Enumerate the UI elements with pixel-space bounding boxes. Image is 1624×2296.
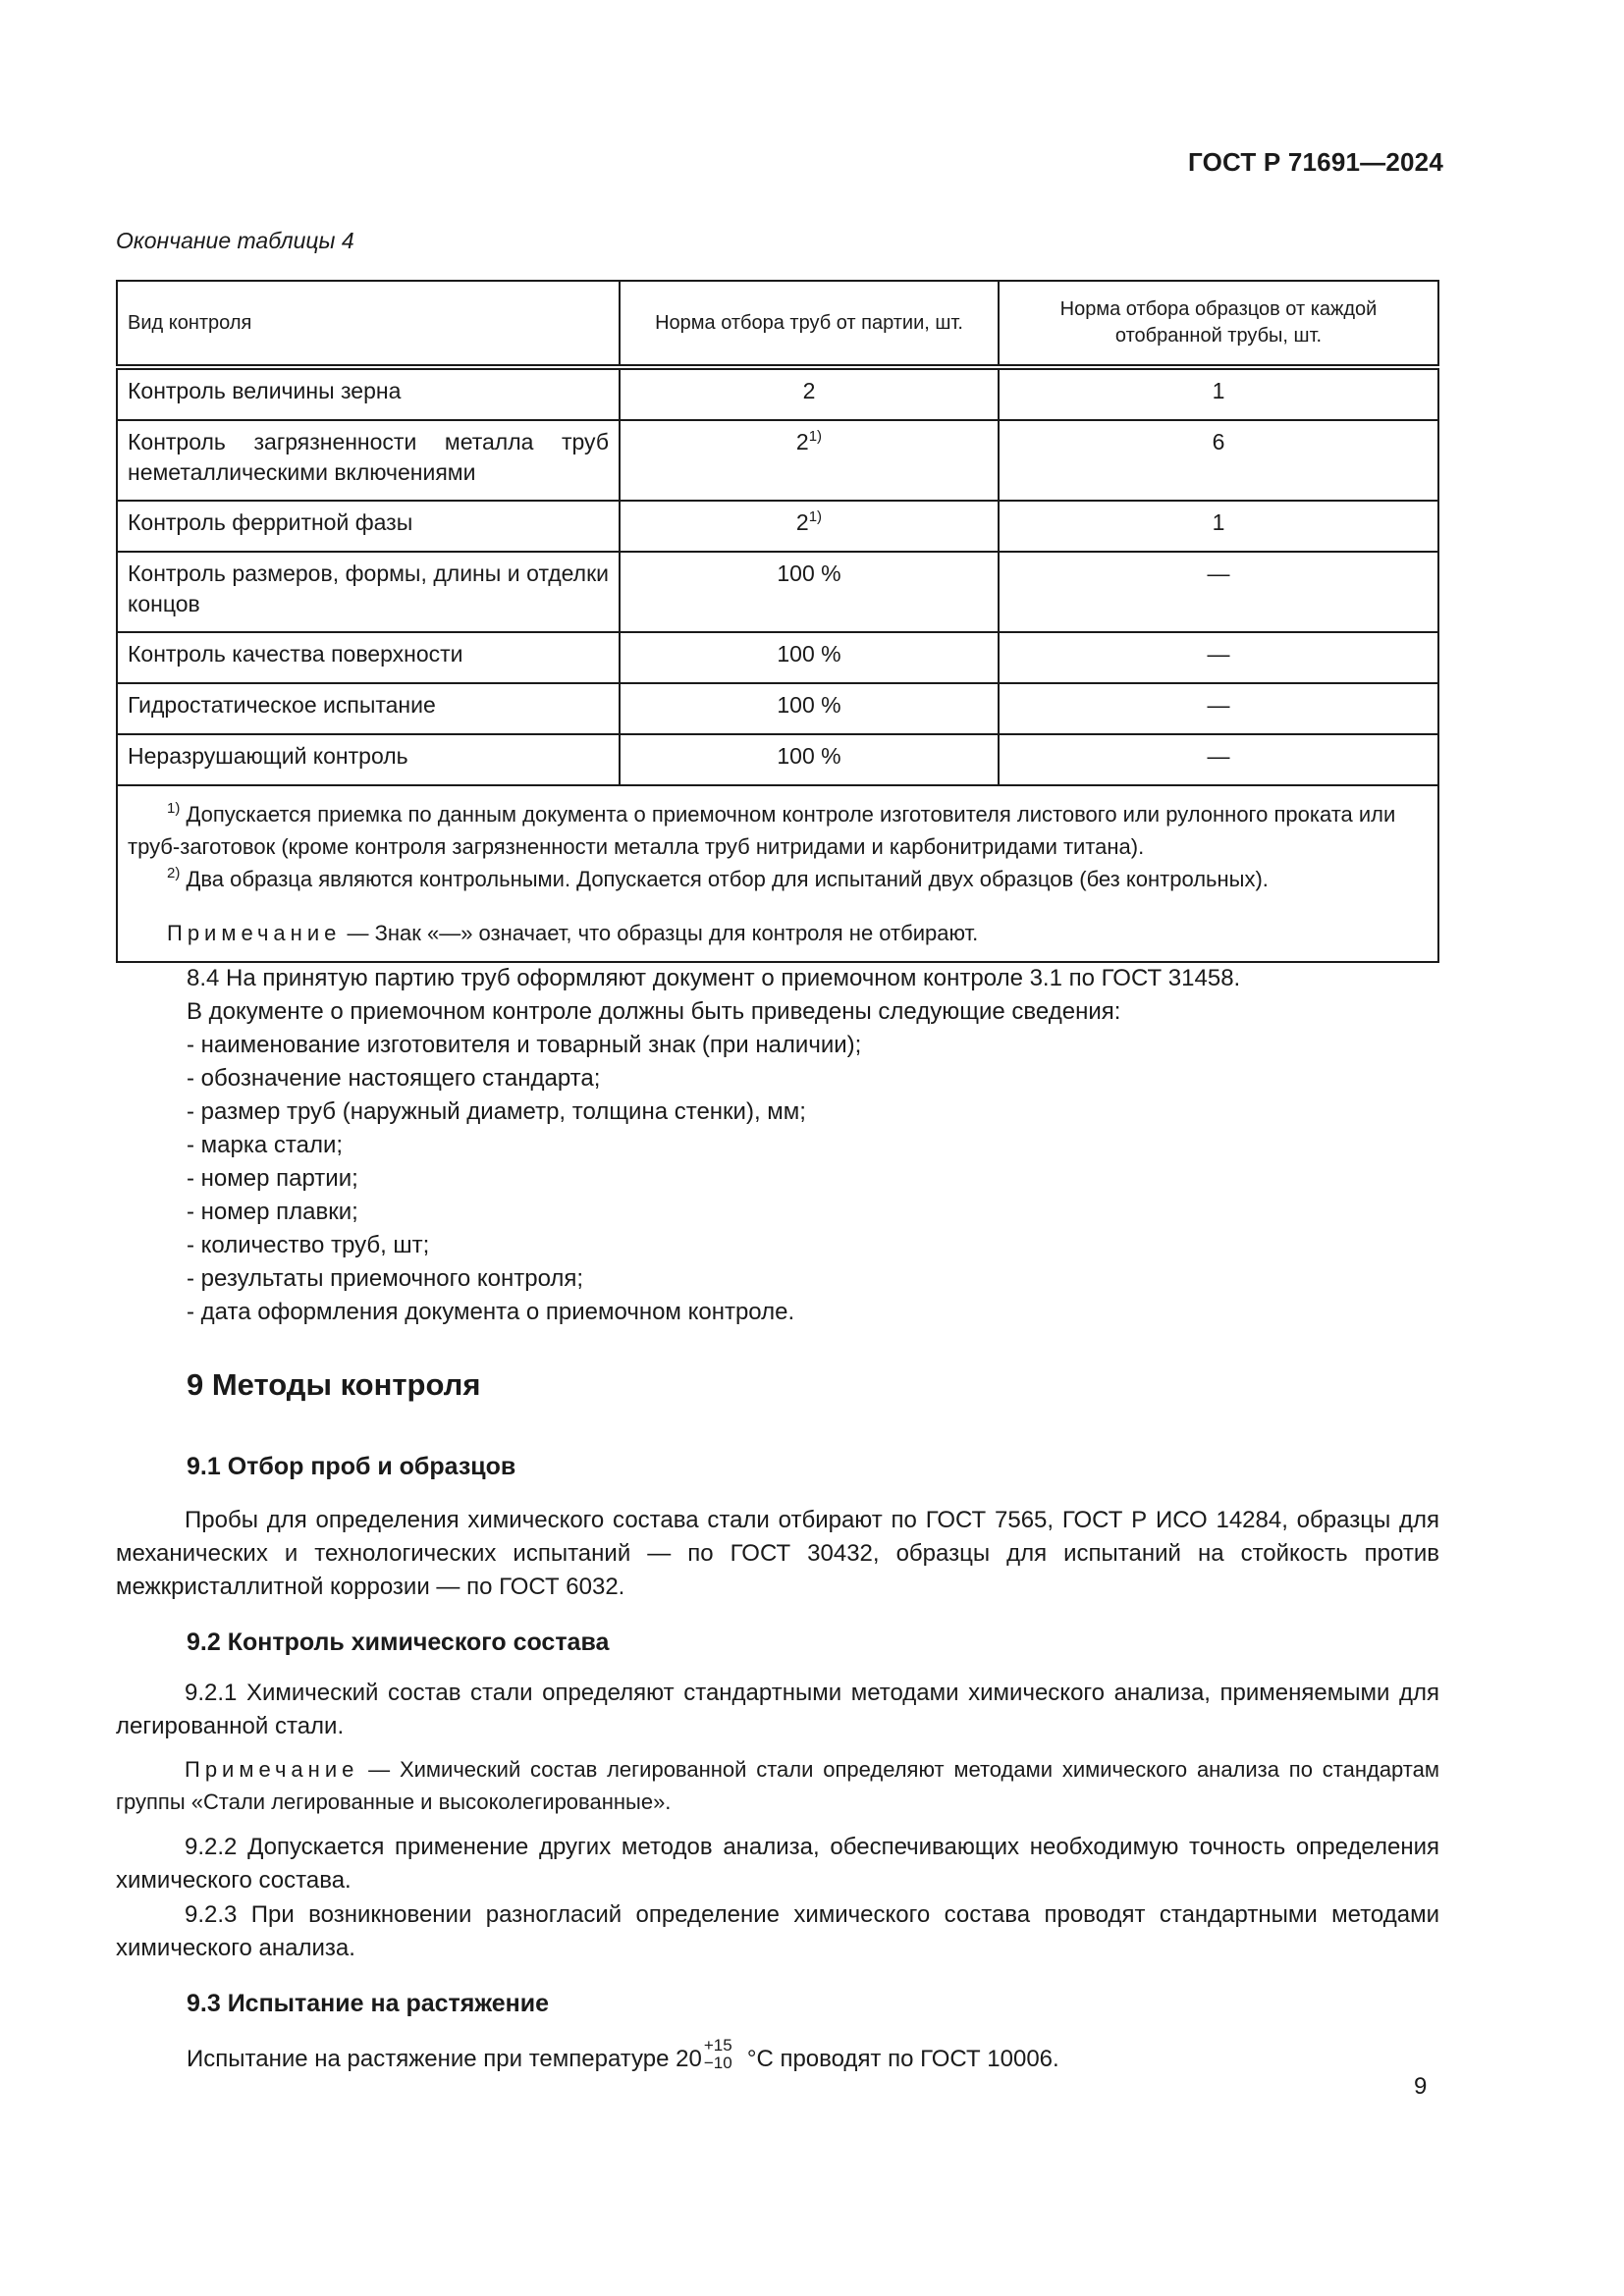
section-9-3-heading: 9.3 Испытание на растяжение: [187, 1990, 550, 2017]
table-row: [117, 501, 1438, 552]
section-9-1-text: Пробы для определения химического состава стали отбирают по ГОСТ 7565, ГОСТ Р ИСО 14284, образцы для механических и технологических испытаний — по ГОСТ 30432, образцы для испытаний на стойкость против межкристаллитной коррозии — по ГОСТ 6032.: [116, 1507, 1439, 1600]
note-label: Примечание: [167, 921, 342, 945]
footnote-ref: 1): [808, 428, 823, 445]
cell-pipes-value: 2: [795, 429, 809, 454]
section-9-3-text: [187, 2035, 1059, 2077]
list-item: - количество труб, шт;: [187, 1232, 430, 1258]
cell-pipes: [620, 734, 999, 785]
table-footnotes-row: [117, 785, 1438, 962]
note-text: — Знак «—» означает, что образцы для контроля не отбирают.: [341, 921, 979, 945]
section-8-4-line: 8.4 На принятую партию труб оформляют документ о приемочном контроле 3.1 по ГОСТ 31458.: [187, 965, 1241, 991]
cell-pipes-value: 2: [802, 378, 816, 403]
cell-pipes-value: 100 %: [777, 743, 841, 769]
table-footnotes: [117, 785, 1438, 962]
note-text: — Химический состав легированной стали определяют методами химического анализа по стандартам группы «Стали легированные и высоколегированные».: [116, 1757, 1439, 1814]
table-note: [128, 917, 1426, 949]
cell-pipes: [620, 683, 999, 734]
list-item: - номер партии;: [187, 1165, 358, 1192]
table-row: [117, 734, 1438, 785]
note-label: Примечание: [185, 1757, 359, 1782]
cell-pipes: [620, 632, 999, 683]
column-header-kind: Вид контроля: [117, 281, 620, 367]
table-caption: Окончание таблицы 4: [116, 228, 354, 253]
text-before: Испытание на растяжение при температуре: [187, 2046, 677, 2072]
section-8-4-line: В документе о приемочном контроле должны быть приведены следующие сведения:: [187, 998, 1121, 1025]
cell-samples: 6: [999, 420, 1438, 501]
cell-samples: 1: [999, 501, 1438, 552]
section-9-2-note: [116, 1753, 1439, 1818]
list-item: - наименование изготовителя и товарный знак (при наличии);: [187, 1032, 862, 1058]
cell-samples: —: [999, 632, 1438, 683]
tolerance-upper: +15: [703, 2035, 732, 2055]
list-item: - дата оформления документа о приемочном контроле.: [187, 1299, 795, 1325]
table-row: [117, 632, 1438, 683]
cell-kind: Неразрушающий контроль: [117, 734, 620, 785]
cell-samples: —: [999, 734, 1438, 785]
cell-pipes: [620, 367, 999, 420]
table-row: [117, 552, 1438, 632]
cell-pipes-value: 100 %: [777, 692, 841, 718]
cell-pipes-value: 2: [795, 509, 809, 535]
footnote-1: [128, 798, 1426, 863]
section-8-4: [187, 962, 1443, 1329]
temperature-value: 20: [676, 2046, 702, 2072]
sampling-table: [116, 280, 1439, 963]
cell-pipes: [620, 552, 999, 632]
section-9-2-2-text: 9.2.2 Допускается применение других методов анализа, обеспечивающих необходимую точность определения химического состава.: [116, 1834, 1439, 1894]
cell-pipes-value: 100 %: [777, 641, 841, 667]
section-9-1-heading: 9.1 Отбор проб и образцов: [187, 1453, 516, 1480]
table-row: [117, 683, 1438, 734]
table-row: [117, 420, 1438, 501]
footnote-ref: 1): [808, 508, 823, 525]
list-item: - марка стали;: [187, 1132, 344, 1158]
cell-samples: —: [999, 552, 1438, 632]
cell-kind: Контроль размеров, формы, длины и отделки концов: [117, 552, 620, 632]
table-header-row: [117, 281, 1438, 367]
footnote-mark: 2): [167, 865, 181, 881]
column-header-pipes: Норма отбора труб от партии, шт.: [620, 281, 999, 367]
footnote-text: Два образца являются контрольными. Допускается отбор для испытаний двух образцов (без контрольных).: [180, 867, 1269, 891]
cell-samples: 1: [999, 367, 1438, 420]
list-item: - размер труб (наружный диаметр, толщина стенки), мм;: [187, 1098, 806, 1125]
cell-pipes: [620, 501, 999, 552]
column-header-samples: Норма отбора образцов от каждой отобранной трубы, шт.: [999, 281, 1438, 367]
section-9-heading: 9 Методы контроля: [187, 1367, 481, 1402]
cell-samples: —: [999, 683, 1438, 734]
section-9-2-1-text: 9.2.1 Химический состав стали определяют стандартными методами химического анализа, применяемыми для легированной стали.: [116, 1680, 1439, 1739]
cell-kind: Контроль ферритной фазы: [117, 501, 620, 552]
section-9-2-3-text: 9.2.3 При возникновении разногласий определение химического состава проводят стандартными методами химического анализа.: [116, 1901, 1439, 1961]
list-item: - обозначение настоящего стандарта;: [187, 1065, 601, 1092]
cell-pipes: [620, 420, 999, 501]
cell-pipes-value: 100 %: [777, 561, 841, 586]
temperature-tolerance: [703, 2035, 737, 2077]
list-item: - результаты приемочного контроля;: [187, 1265, 584, 1292]
cell-kind: Контроль величины зерна: [117, 367, 620, 420]
footnote-mark: 1): [167, 800, 181, 817]
section-9-2-heading: 9.2 Контроль химического состава: [187, 1629, 610, 1656]
cell-kind: Гидростатическое испытание: [117, 683, 620, 734]
table-row: [117, 367, 1438, 420]
text-after: °C проводят по ГОСТ 10006.: [746, 2046, 1059, 2072]
page-number: 9: [1414, 2073, 1428, 2100]
footnote-2: [128, 863, 1426, 895]
footnote-text: Допускается приемка по данным документа о приемочном контроле изготовителя листового или рулонного проката или труб-заготовок (кроме контроля загрязненности металла труб нитридами и карбонитридами титана).: [128, 802, 1396, 859]
cell-kind: Контроль качества поверхности: [117, 632, 620, 683]
cell-kind: Контроль загрязненности металла труб неметаллическими включениями: [117, 420, 620, 501]
tolerance-lower: −10: [703, 2053, 732, 2072]
document-code: ГОСТ Р 71691—2024: [1188, 147, 1443, 177]
list-item: - номер плавки;: [187, 1199, 358, 1225]
